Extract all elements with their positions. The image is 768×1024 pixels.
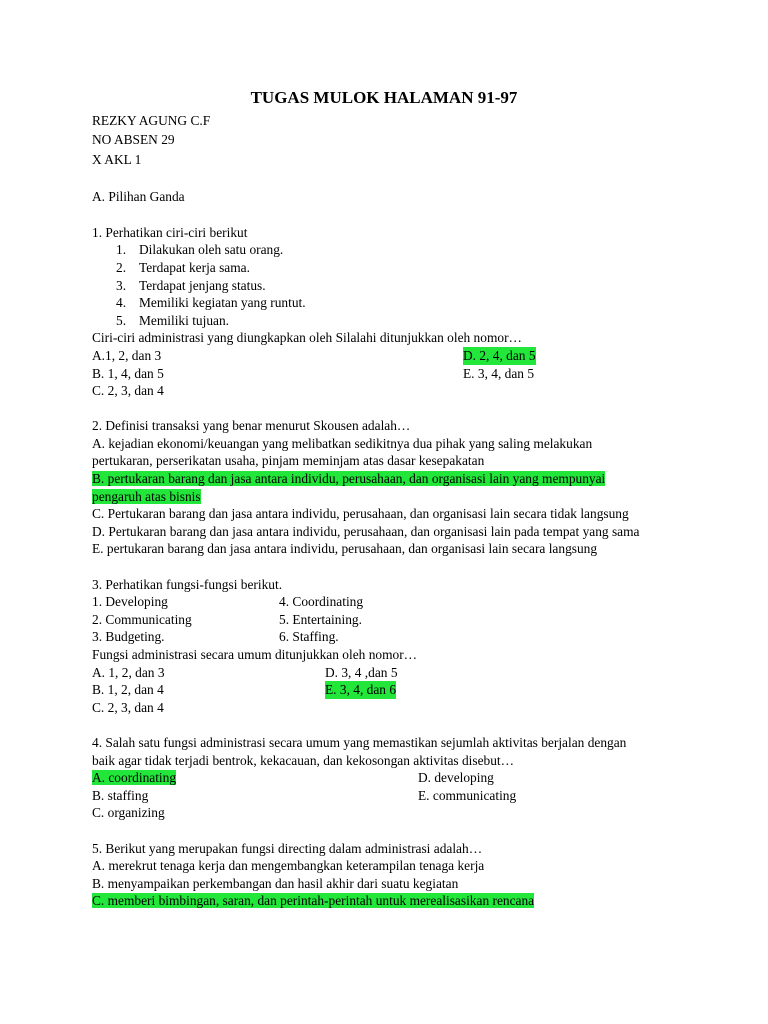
q2-option-b-answer: B. pertukaran barang dan jasa antara individu, perusahaan, dan organisasi lain yang mempunyai xyxy=(92,471,606,487)
q3-option-b: B. 1, 2, dan 4 xyxy=(92,682,164,698)
q2-option-b-line2 xyxy=(92,488,682,506)
q1-option-a: A.1, 2, dan 3 xyxy=(92,347,162,363)
q1-item-text: Memiliki tujuan. xyxy=(139,312,230,328)
q1-item xyxy=(92,241,682,259)
q3-function-6: 6. Staffing. xyxy=(279,629,339,645)
q3-option-a: A. 1, 2, dan 3 xyxy=(92,664,165,680)
q1-item xyxy=(92,312,682,330)
q2-option-b-answer-cont: pengaruh atas bisnis xyxy=(92,488,201,504)
q4-row-be xyxy=(92,787,682,805)
q3-option-c: C. 2, 3, dan 4 xyxy=(92,699,164,715)
q3-row1 xyxy=(92,593,682,611)
q4-stem-line1: 4. Salah satu fungsi administrasi secara umum yang memastikan sejumlah aktivitas berjalan dengan xyxy=(92,734,627,750)
q1-item-number: 2. xyxy=(116,259,127,275)
q1-item-number: 5. xyxy=(116,312,127,328)
q1-row-be xyxy=(92,365,682,383)
document-title: TUGAS MULOK HALAMAN 91-97 xyxy=(250,88,518,107)
spacer xyxy=(92,206,682,224)
spacer xyxy=(92,558,682,576)
q3-function-4: 4. Coordinating xyxy=(279,594,364,610)
q2-option-b-line1 xyxy=(92,470,682,488)
q1-option-c: C. 2, 3, dan 4 xyxy=(92,383,164,399)
q2-option-e: E. pertukaran barang dan jasa antara individu, perusahaan, dan organisasi lain secara langsung xyxy=(92,541,598,557)
student-absen: NO ABSEN 29 xyxy=(92,132,175,148)
q4-stem-line2: baik agar tidak terjadi bentrok, kekacauan, dan kekosongan aktivitas disebut… xyxy=(92,752,515,768)
q1-item-number: 1. xyxy=(116,242,127,258)
q3-function-1: 1. Developing xyxy=(92,594,168,610)
q4-option-c: C. organizing xyxy=(92,805,165,821)
q1-option-e: E. 3, 4, dan 5 xyxy=(463,365,535,381)
q3-function-5: 5. Entertaining. xyxy=(279,611,362,627)
q2-option-c: C. Pertukaran barang dan jasa antara individu, perusahaan, dan organisasi lain secara tidak langsung xyxy=(92,506,629,522)
q4-option-e: E. communicating xyxy=(418,787,517,803)
q2-option-a-line1: A. kejadian ekonomi/keuangan yang melibatkan sedikitnya dua pihak yang saling melakukan xyxy=(92,435,593,451)
q5-option-a: A. merekrut tenaga kerja dan mengembangkan keterampilan tenaga kerja xyxy=(92,858,485,874)
q1-row-ad xyxy=(92,347,682,365)
q4-option-b: B. staffing xyxy=(92,787,149,803)
q1-item-text: Terdapat kerja sama. xyxy=(139,259,250,275)
spacer xyxy=(92,716,682,734)
q2-option-d: D. Pertukaran barang dan jasa antara individu, perusahaan, dan organisasi lain pada tempat yang sama xyxy=(92,523,640,539)
q1-stem: 1. Perhatikan ciri-ciri berikut xyxy=(92,224,248,240)
q5-stem: 5. Berikut yang merupakan fungsi directing dalam administrasi adalah… xyxy=(92,840,483,856)
q3-row-ad xyxy=(92,664,682,682)
section-heading: A. Pilihan Ganda xyxy=(92,188,185,204)
q3-option-d: D. 3, 4 ,dan 5 xyxy=(325,664,398,680)
q5-option-c-answer: C. memberi bimbingan, saran, dan perintah-perintah untuk merealisasikan rencana xyxy=(92,893,535,909)
q1-question: Ciri-ciri administrasi yang diungkapkan oleh Silalahi ditunjukkan oleh nomor… xyxy=(92,330,522,346)
q1-item-number: 3. xyxy=(116,277,127,293)
spacer xyxy=(92,400,682,418)
q1-item xyxy=(92,277,682,295)
q1-item-number: 4. xyxy=(116,295,127,311)
q1-item xyxy=(92,294,682,312)
q1-item-text: Dilakukan oleh satu orang. xyxy=(139,242,284,258)
q3-row-be xyxy=(92,681,682,699)
document-body xyxy=(92,111,682,910)
q4-option-a-answer: A. coordinating xyxy=(92,770,177,786)
q3-row2 xyxy=(92,611,682,629)
q1-item xyxy=(92,259,682,277)
q2-option-a-line2: pertukaran, perserikatan usaha, pinjam meminjam atas dasar kesepakatan xyxy=(92,453,485,469)
spacer xyxy=(92,169,682,187)
q5-option-b: B. menyampaikan perkembangan dan hasil akhir dari suatu kegiatan xyxy=(92,875,459,891)
q2-stem: 2. Definisi transaksi yang benar menurut Skousen adalah… xyxy=(92,418,411,434)
q1-option-b: B. 1, 4, dan 5 xyxy=(92,365,164,381)
q3-question: Fungsi administrasi secara umum ditunjukkan oleh nomor… xyxy=(92,647,418,662)
q4-row-ad xyxy=(92,769,682,787)
q3-function-3: 3. Budgeting. xyxy=(92,629,165,645)
q1-item-text: Terdapat jenjang status. xyxy=(139,277,266,293)
spacer xyxy=(92,822,682,840)
q4-option-d: D. developing xyxy=(418,770,494,786)
q3-option-e-answer: E. 3, 4, dan 6 xyxy=(325,682,397,698)
q3-row3 xyxy=(92,628,682,646)
q3-function-2: 2. Communicating xyxy=(92,611,192,627)
q3-stem: 3. Perhatikan fungsi-fungsi berikut. xyxy=(92,576,283,592)
student-class: X AKL 1 xyxy=(92,151,142,167)
student-name: REZKY AGUNG C.F xyxy=(92,113,211,128)
q5-option-c-line xyxy=(92,892,682,910)
q1-option-d-answer: D. 2, 4, dan 5 xyxy=(463,347,536,363)
q1-item-text: Memiliki kegiatan yang runtut. xyxy=(139,295,306,311)
